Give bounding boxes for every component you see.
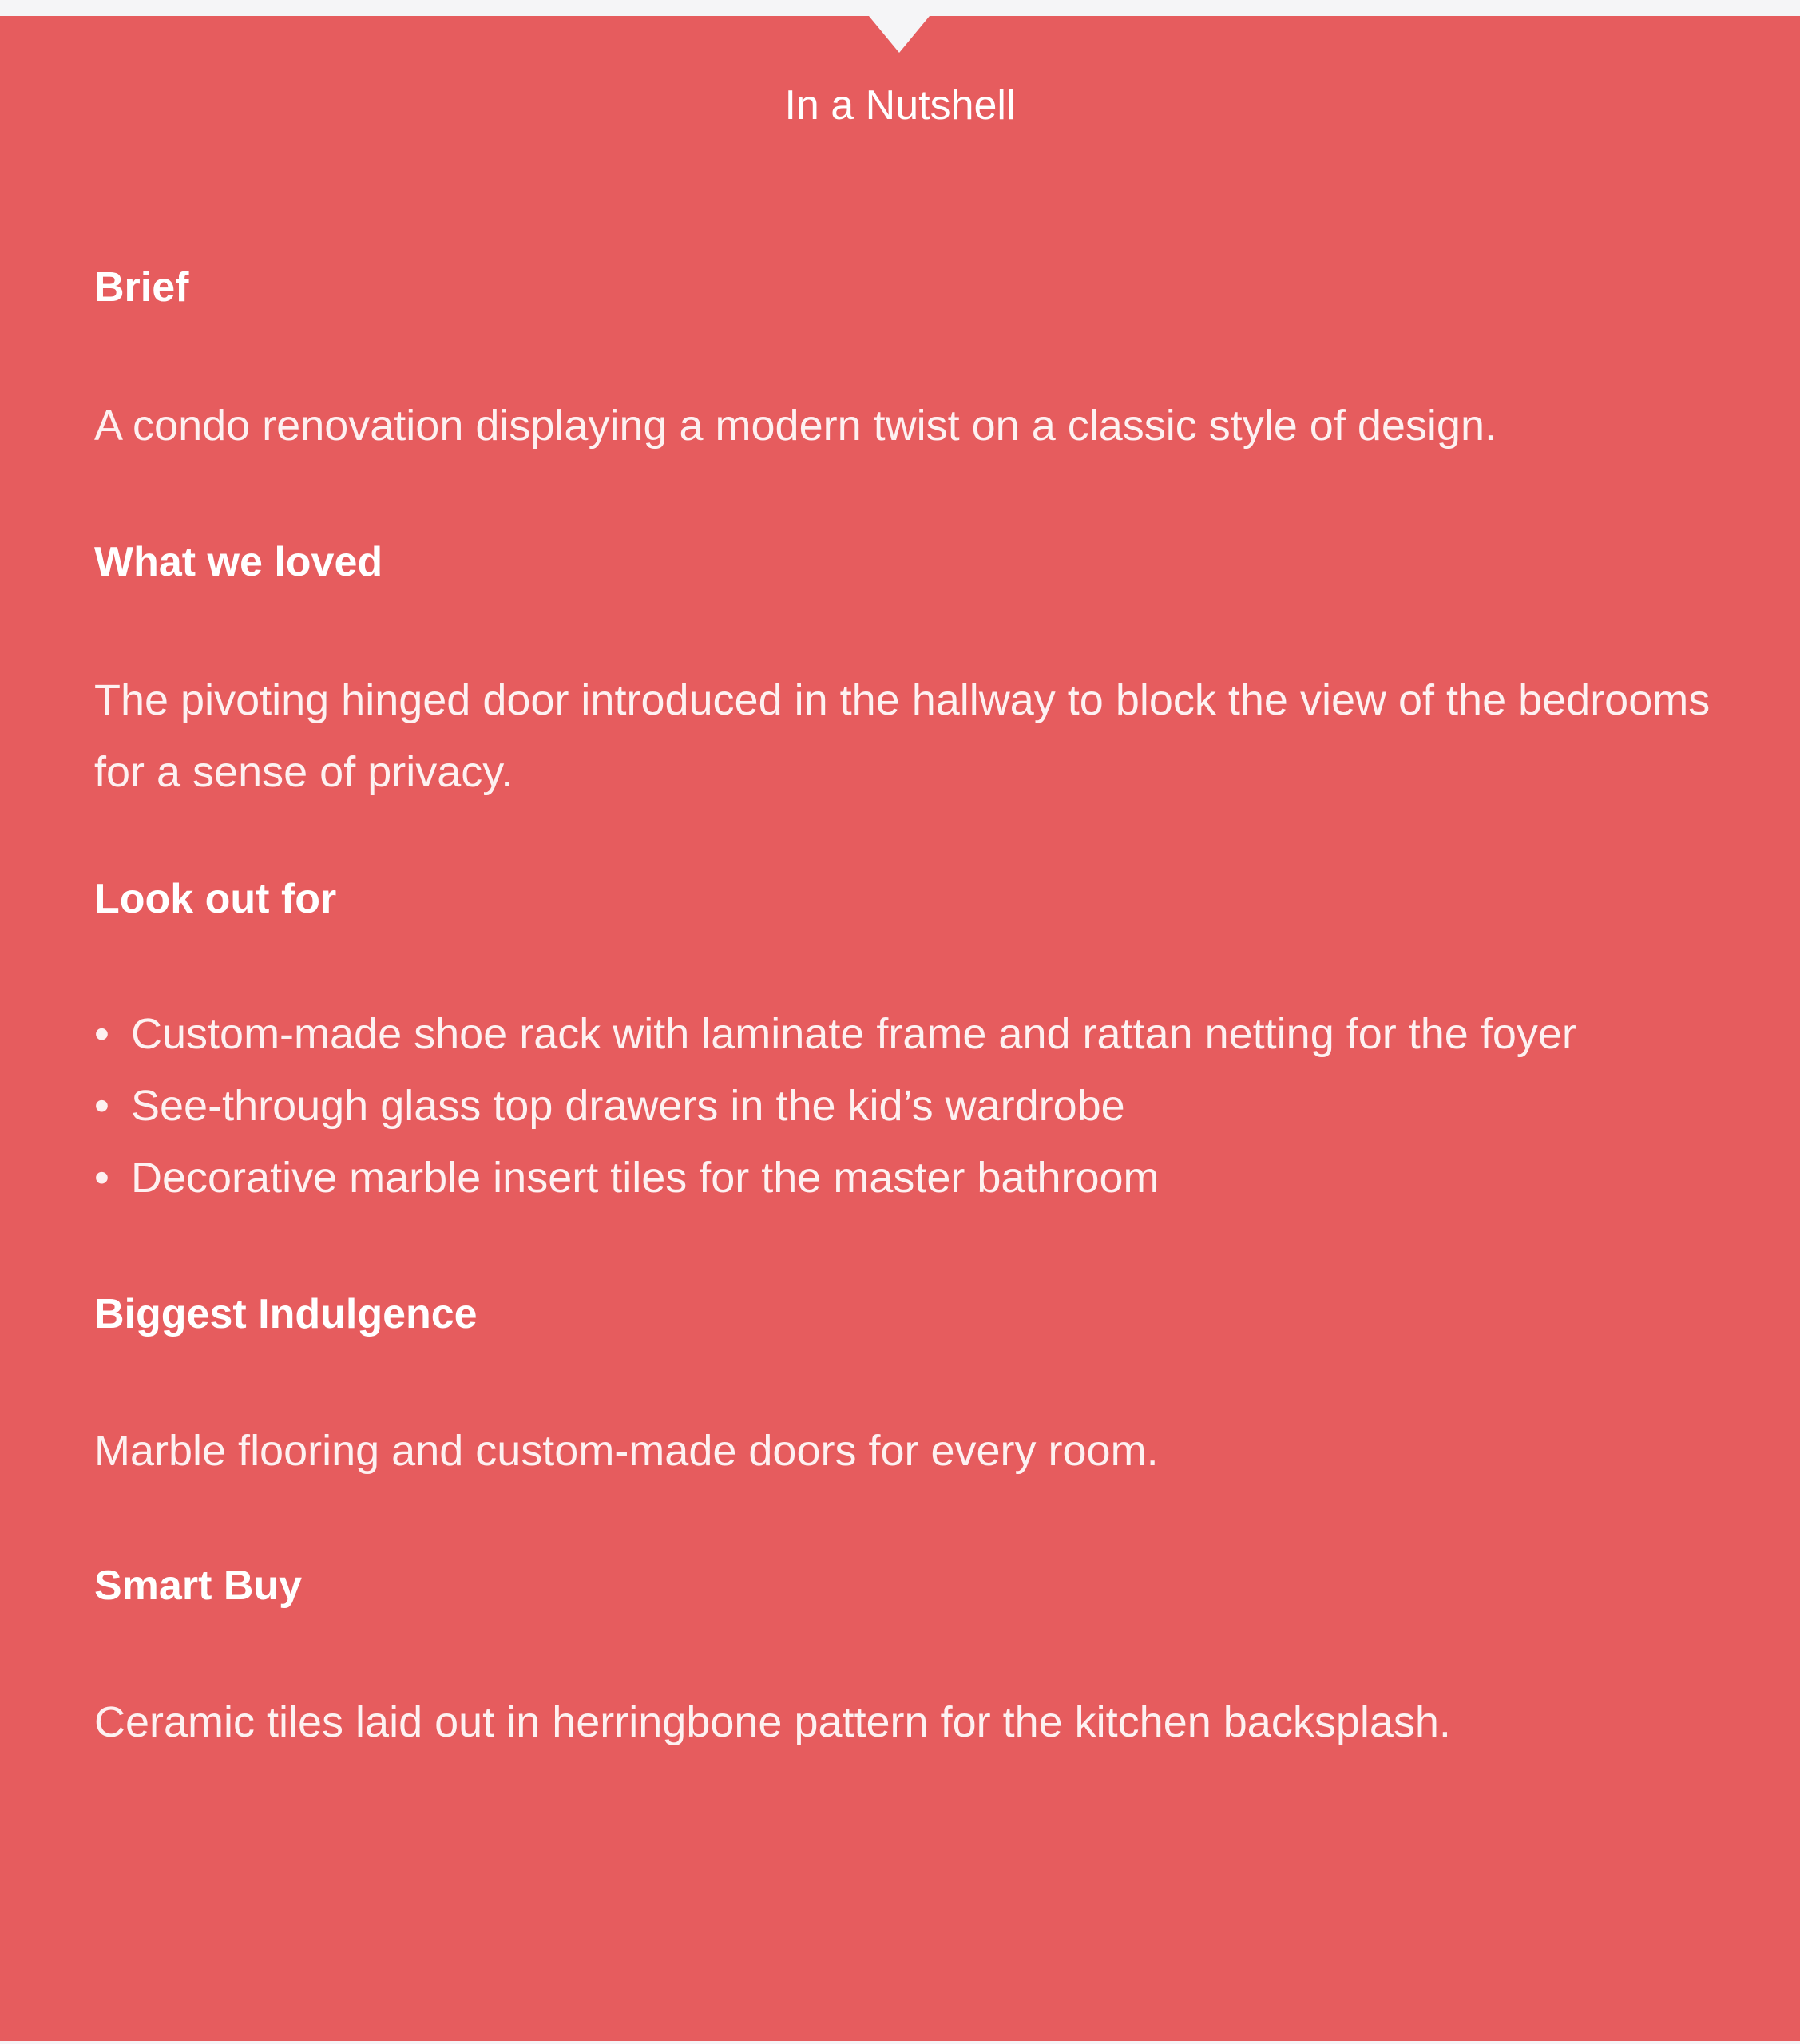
look-out-for-list [94,998,1779,1214]
bullet-icon: • [94,1010,109,1058]
what-we-loved-heading: What we loved [94,539,383,585]
look-out-for-heading: Look out for [94,876,337,922]
panel-notch [869,16,930,53]
bullet-icon: • [94,1082,109,1130]
brief-heading: Brief [94,264,189,311]
bullet-icon: • [94,1154,109,1202]
smart-buy-heading: Smart Buy [94,1563,303,1609]
biggest-indulgence-heading: Biggest Indulgence [94,1291,478,1337]
biggest-indulgence-text: Marble flooring and custom-made doors for every room. [94,1427,1159,1475]
list-item [94,1070,1779,1142]
list-item-text: See-through glass top drawers in the kid’s wardrobe [131,1082,1125,1130]
list-item [94,998,1779,1070]
smart-buy-text: Ceramic tiles laid out in herringbone pattern for the kitchen backsplash. [94,1698,1451,1746]
brief-text: A condo renovation displaying a modern twist on a classic style of design. [94,402,1497,450]
nutshell-panel [0,16,1800,2041]
list-item [94,1142,1779,1214]
list-item-text: Decorative marble insert tiles for the master bathroom [131,1154,1160,1202]
list-item-text: Custom-made shoe rack with laminate frame and rattan netting for the foyer [131,1010,1576,1058]
what-we-loved-text: The pivoting hinged door introduced in the hallway to block the view of the bedrooms for a sense of privacy. [94,676,1711,796]
panel-title: In a Nutshell [784,82,1016,129]
